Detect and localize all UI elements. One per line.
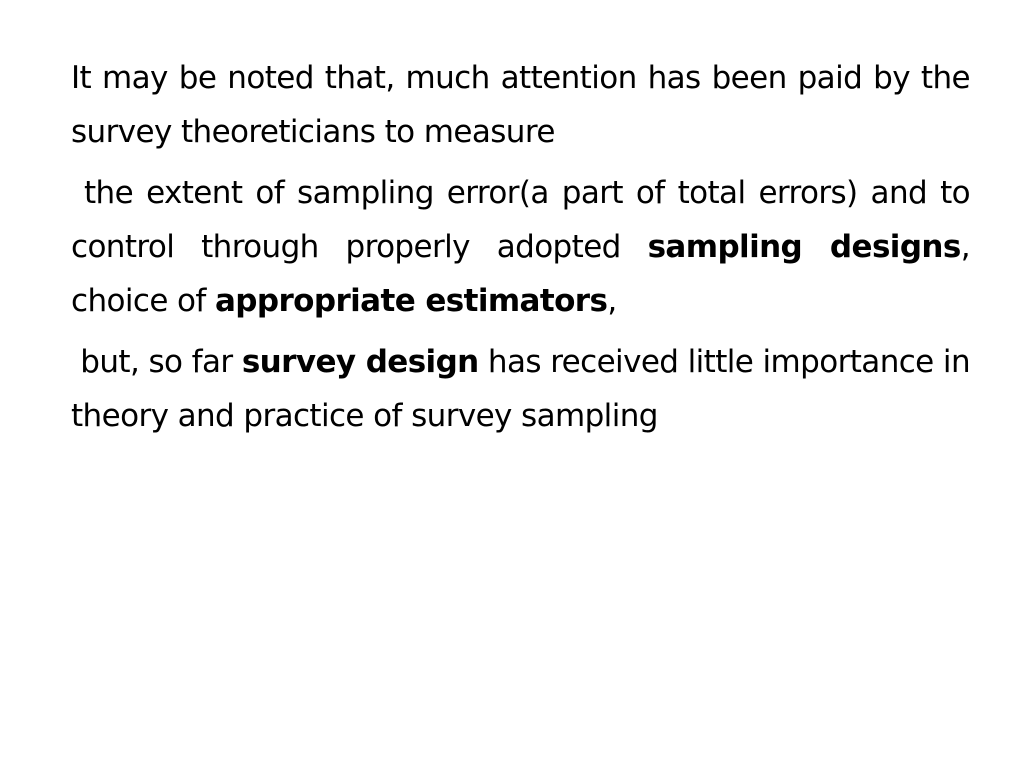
paragraph-2-indent: [71, 175, 84, 211]
survey-design-term: survey design: [241, 344, 479, 380]
paragraph-2-text-b: , choice of: [71, 229, 970, 319]
paragraph-3-text-a: but, so far: [80, 344, 242, 380]
paragraph-1-text: It may be noted that, much attention has been paid by the survey theoreticians to measure: [71, 60, 970, 150]
paragraph-3-indent: [71, 344, 80, 380]
paragraph-2-text-a: the extent of sampling error(a part of total errors) and to control through properly adopted: [71, 175, 970, 265]
paragraph-3-text-b: has received little importance in theory and practice of survey sampling: [71, 344, 970, 434]
paragraph-2-text-c: ,: [607, 283, 617, 319]
paragraph-2: [71, 166, 970, 328]
sampling-designs-term: sampling designs: [647, 229, 961, 265]
paragraph-3: [71, 335, 970, 443]
slide-body: [71, 51, 970, 443]
paragraph-1: [71, 51, 970, 159]
appropriate-estimators-term: appropriate estimators: [214, 283, 608, 319]
